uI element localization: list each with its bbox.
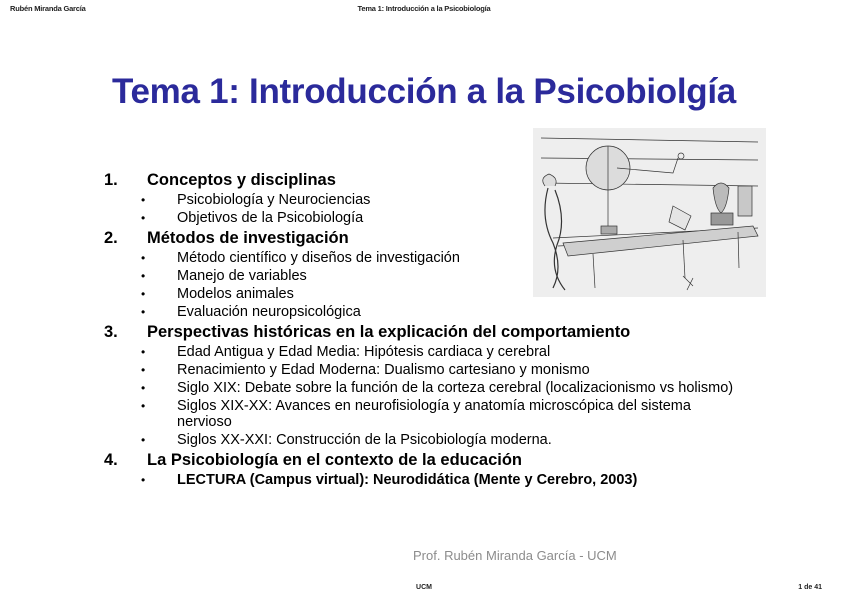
header-author: Rubén Miranda García — [10, 4, 86, 13]
section-number: 4. — [104, 451, 118, 469]
list-item: • Siglos XIX-XX: Avances en neurofisiología y anatomía microscópica del sistema nervioso — [141, 398, 691, 430]
section-number: 3. — [104, 323, 118, 341]
bullet-icon: • — [141, 473, 146, 487]
list-item: • Siglo XIX: Debate sobre la función de la corteza cerebral (localizacionismo vs holismo) — [141, 380, 734, 396]
author-credit: Prof. Rubén Miranda García - UCM — [413, 548, 617, 563]
section-title: La Psicobiología en el contexto de la educación — [147, 451, 523, 469]
page-number: 1 de 41 — [798, 584, 822, 591]
bullet-icon: • — [141, 433, 146, 447]
bullet-icon: • — [141, 305, 146, 319]
section-4 — [104, 450, 744, 488]
section-title: Perspectivas históricas en la explicación del comportamiento — [147, 323, 631, 341]
list-item: • LECTURA (Campus virtual): Neurodidática (Mente y Cerebro, 2003) — [141, 472, 638, 488]
list-item: • Método científico y diseños de investigación — [141, 250, 460, 266]
topic-outline — [104, 170, 744, 490]
header-topic: Tema 1: Introducción a la Psicobiología — [357, 4, 491, 13]
list-item: • Objetivos de la Psicobiología — [141, 210, 364, 226]
list-item: • Edad Antigua y Edad Media: Hipótesis cardiaca y cerebral — [141, 344, 551, 360]
bullet-icon: • — [141, 269, 146, 283]
bullet-icon: • — [141, 399, 146, 413]
list-item: • Siglos XX-XXI: Construcción de la Psicobiología moderna. — [141, 432, 552, 448]
bullet-icon: • — [141, 193, 146, 207]
bullet-icon: • — [141, 345, 146, 359]
bullet-icon: • — [141, 251, 146, 265]
bullet-icon: • — [141, 211, 146, 225]
list-item: • Psicobiología y Neurociencias — [141, 192, 371, 208]
list-item: • Renacimiento y Edad Moderna: Dualismo cartesiano y monismo — [141, 362, 590, 378]
list-item: • Modelos animales — [141, 286, 294, 302]
list-item: • Evaluación neuropsicológica — [141, 304, 361, 320]
section-1 — [104, 170, 744, 226]
section-number: 1. — [104, 171, 118, 189]
bullet-icon: • — [141, 287, 146, 301]
list-item: • Manejo de variables — [141, 268, 307, 284]
section-title: Métodos de investigación — [147, 229, 349, 247]
bullet-icon: • — [141, 363, 146, 377]
page-title: Tema 1: Introducción a la Psicobiolgía — [112, 72, 736, 111]
footer-institution: UCM — [416, 584, 432, 591]
bullet-icon: • — [141, 381, 146, 395]
section-title: Conceptos y disciplinas — [147, 171, 336, 189]
section-2 — [104, 228, 744, 320]
section-3 — [104, 322, 744, 448]
section-number: 2. — [104, 229, 118, 247]
